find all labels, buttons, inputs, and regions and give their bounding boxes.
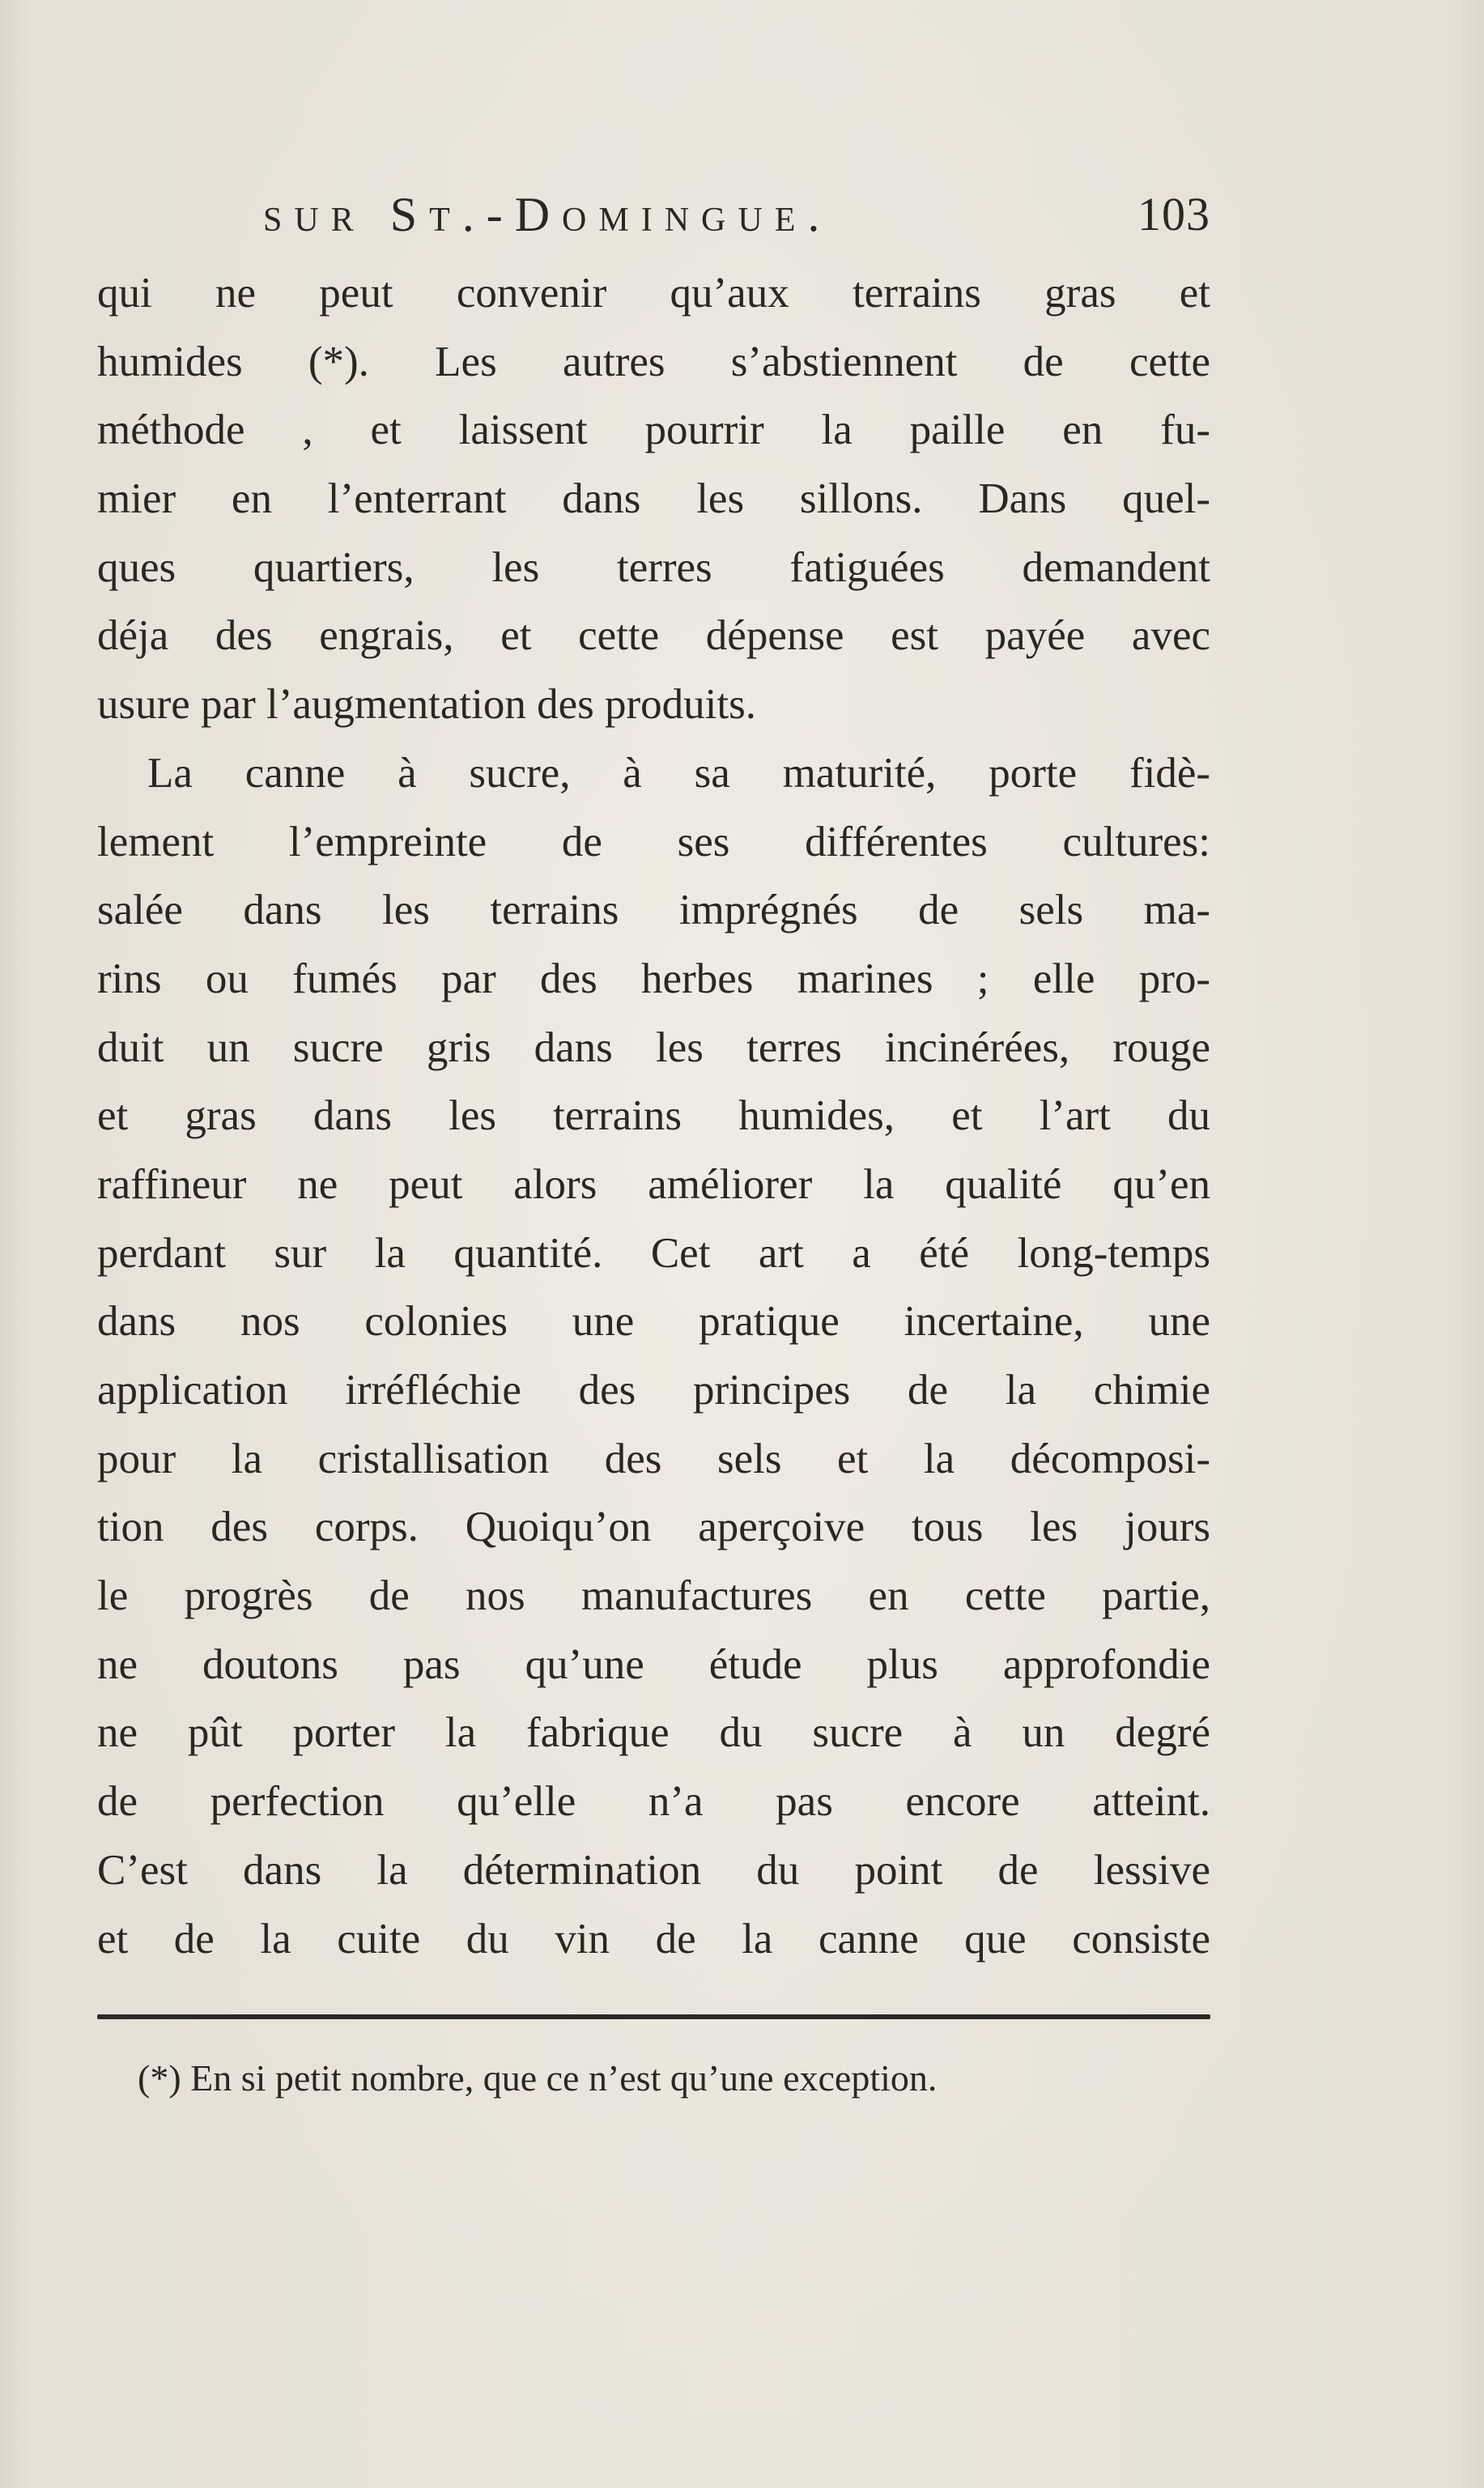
text-line: pour la cristallisation des sels et la décomposi-	[97, 1435, 1210, 1482]
text-line: et gras dans les terrains humides, et l’art du	[97, 1092, 1210, 1140]
text-line: C’est dans la détermination du point de lessive	[97, 1846, 1210, 1894]
text-line: lement l’empreinte de ses différentes cultures:	[97, 818, 1210, 865]
text-line: et de la cuite du vin de la canne que consiste	[97, 1915, 1210, 1963]
text-line: le progrès de nos manufactures en cette partie,	[97, 1572, 1210, 1620]
text-line: perdant sur la quantité. Cet art a été long-temps	[97, 1229, 1210, 1277]
text-line: raffineur ne peut alors améliorer la qualité qu’en	[97, 1160, 1210, 1208]
text-line: duit un sucre gris dans les terres incinérées, rouge	[97, 1023, 1210, 1071]
text-line: ques quartiers, les terres fatiguées demandent	[97, 543, 1210, 591]
text-line: tion des corps. Quoiqu’on aperçoive tous les jours	[97, 1503, 1210, 1551]
text-line: humides (*). Les autres s’abstiennent de cette	[97, 338, 1210, 385]
footnote-rule	[97, 2014, 1210, 2019]
page-number: 103	[1137, 188, 1210, 240]
text-line: méthode , et laissent pourrir la paille en fu-	[97, 406, 1210, 454]
body-text	[97, 259, 1210, 1973]
text-line: salée dans les terrains imprégnés de sels ma-	[97, 887, 1210, 934]
text-line: déja des engrais, et cette dépense est payée avec	[97, 612, 1210, 660]
text-line: de perfection qu’elle n’a pas encore atteint.	[97, 1778, 1210, 1826]
text-line: dans nos colonies une pratique incertaine, une	[97, 1298, 1210, 1346]
text-line: ne pût porter la fabrique du sucre à un degré	[97, 1709, 1210, 1757]
text-line: ne doutons pas qu’une étude plus approfondie	[97, 1640, 1210, 1688]
running-title: sur St.-Domingue.	[263, 188, 832, 241]
text-line: mier en l’enterrant dans les sillons. Dans quel-	[97, 475, 1210, 523]
footnote: (*) En si petit nombre, que ce n’est qu’une exception.	[138, 2057, 938, 2099]
text-line: qui ne peut convenir qu’aux terrains gras et	[97, 270, 1210, 317]
text-line: La canne à sucre, à sa maturité, porte fidè-	[147, 749, 1210, 797]
page-header	[263, 182, 1210, 247]
text-line: application irréfléchie des principes de la chimie	[97, 1367, 1210, 1414]
text-line: rins ou fumés par des herbes marines ; elle pro-	[97, 955, 1210, 1002]
text-line: usure par l’augmentation des produits.	[97, 681, 756, 729]
